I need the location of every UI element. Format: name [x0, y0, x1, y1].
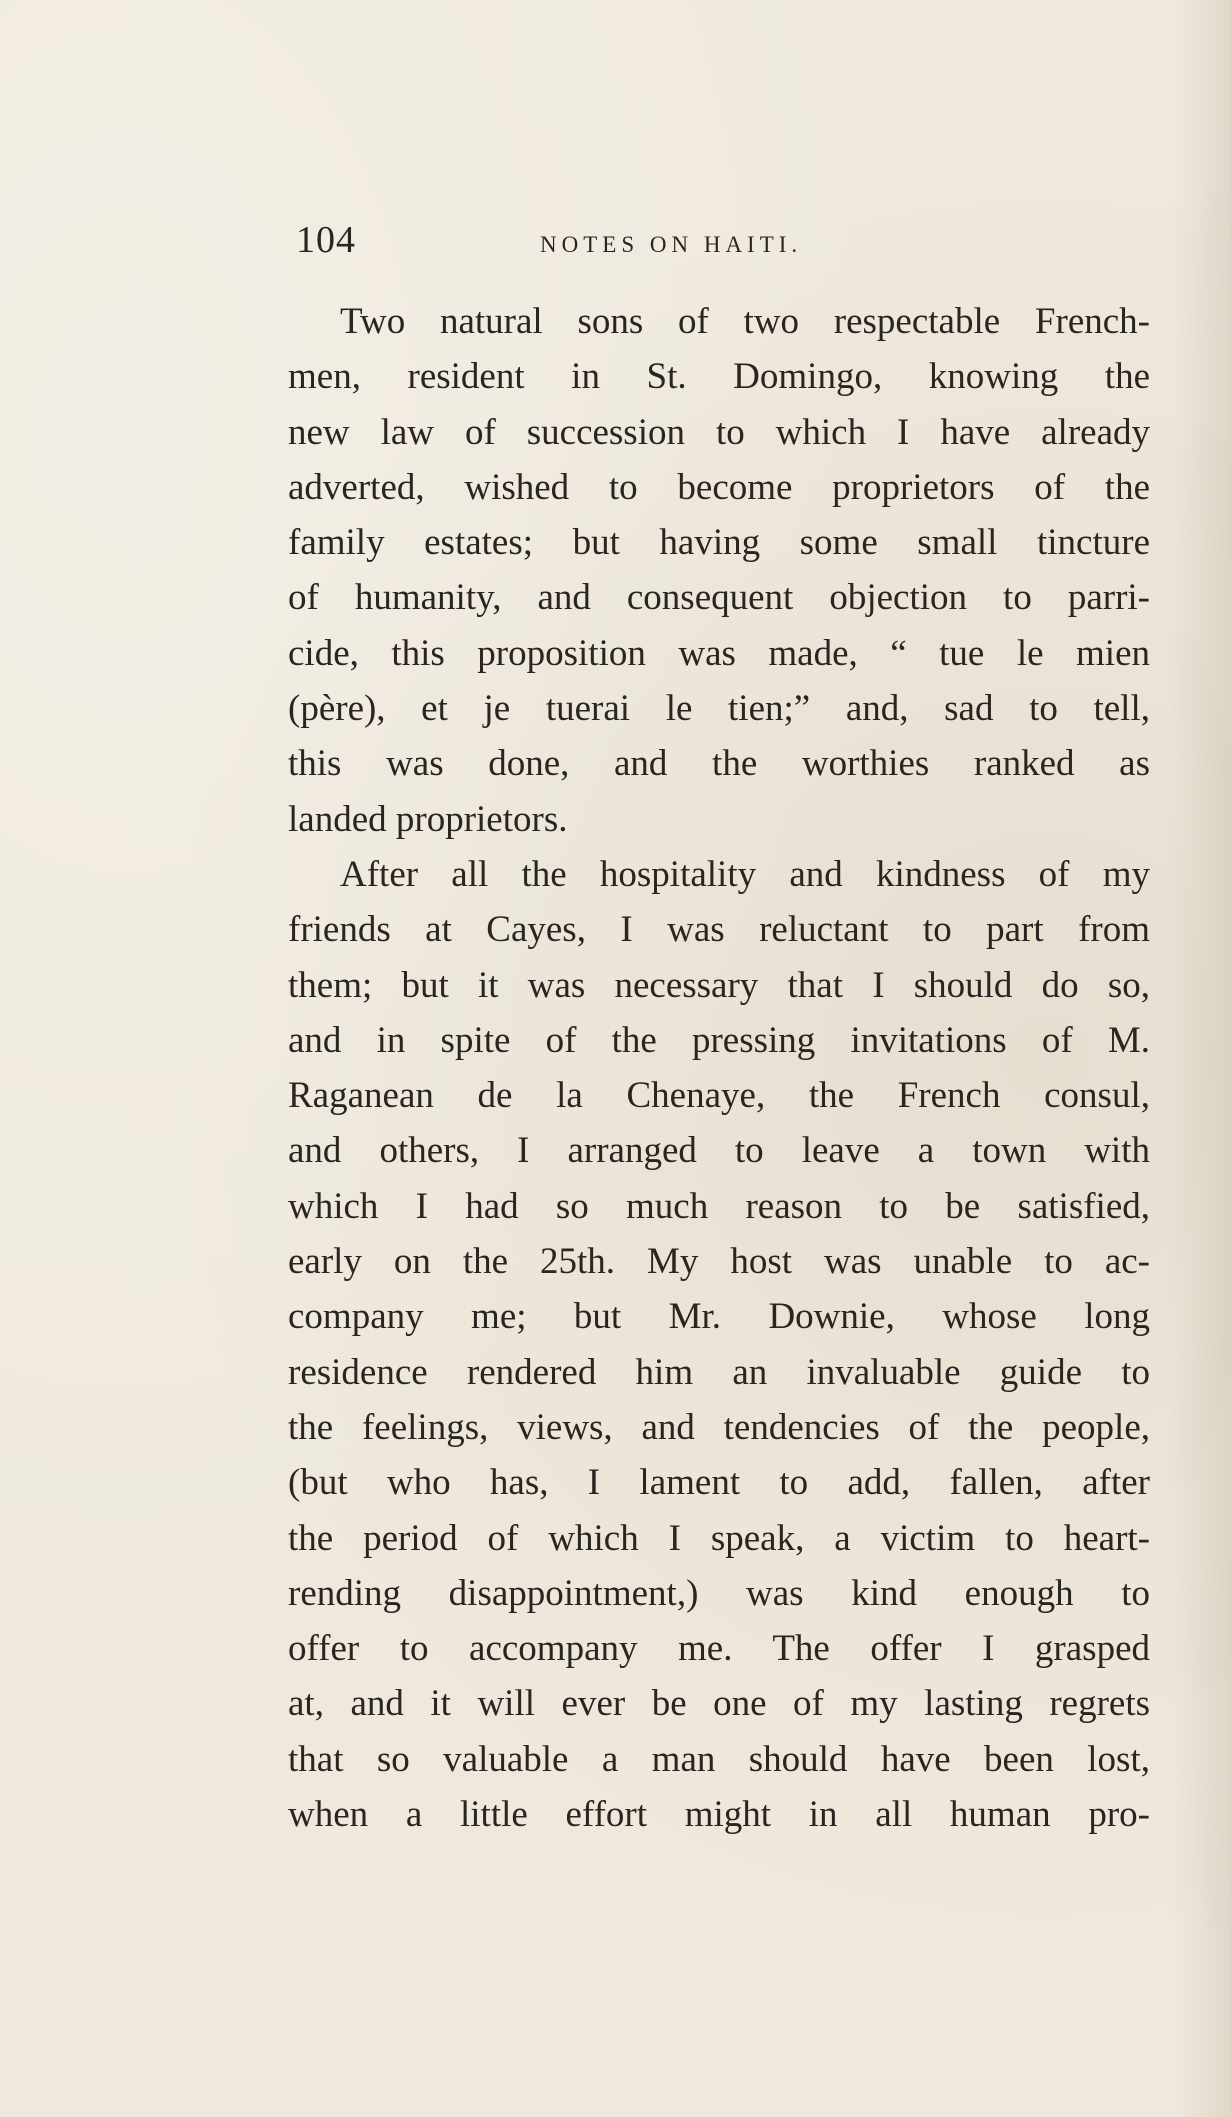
running-head: NOTES ON HAITI. — [540, 232, 803, 257]
text-line: when a little effort might in all human pro- — [288, 1794, 1150, 1836]
page-edge-shadow — [1171, 0, 1231, 2117]
body-text — [288, 294, 1150, 1842]
text-line: adverted, wished to become proprietors of the — [288, 466, 1150, 508]
text-line: that so valuable a man should have been lost, — [288, 1738, 1150, 1780]
text-line: rending disappointment,) was kind enough to — [288, 1572, 1150, 1614]
text-line: landed proprietors. — [288, 798, 568, 840]
text-line: After all the hospitality and kindness of my — [340, 853, 1150, 895]
text-line: friends at Cayes, I was reluctant to part from — [288, 909, 1150, 951]
text-line: the period of which I speak, a victim to heart- — [288, 1517, 1150, 1559]
text-line: early on the 25th. My host was unable to ac- — [288, 1241, 1150, 1283]
text-line: Two natural sons of two respectable French- — [340, 301, 1150, 342]
text-line: the feelings, views, and tendencies of the people, — [288, 1406, 1150, 1448]
page-header — [296, 218, 1176, 268]
text-line: offer to accompany me. The offer I grasped — [288, 1628, 1150, 1670]
text-line: (but who has, I lament to add, fallen, after — [288, 1462, 1150, 1504]
text-line: company me; but Mr. Downie, whose long — [288, 1296, 1150, 1338]
text-line: men, resident in St. Domingo, knowing the — [288, 356, 1150, 398]
text-line: residence rendered him an invaluable guide to — [288, 1351, 1150, 1393]
text-line: at, and it will ever be one of my lasting regrets — [288, 1683, 1150, 1725]
text-line: Raganean de la Chenaye, the French consul, — [288, 1075, 1150, 1117]
page-number: 104 — [296, 219, 356, 261]
text-line: this was done, and the worthies ranked as — [288, 743, 1150, 785]
text-line: family estates; but having some small tincture — [288, 522, 1150, 564]
text-line: (père), et je tuerai le tien;” and, sad to tell, — [288, 688, 1150, 730]
text-line: new law of succession to which I have already — [288, 411, 1150, 453]
text-line: which I had so much reason to be satisfied, — [288, 1185, 1150, 1227]
text-line: and in spite of the pressing invitations of M. — [288, 1019, 1150, 1061]
text-line: of humanity, and consequent objection to parri- — [288, 577, 1150, 619]
text-line: cide, this proposition was made, “ tue le mien — [288, 632, 1150, 674]
text-line: them; but it was necessary that I should do so, — [288, 964, 1150, 1006]
text-line: and others, I arranged to leave a town with — [288, 1130, 1150, 1172]
